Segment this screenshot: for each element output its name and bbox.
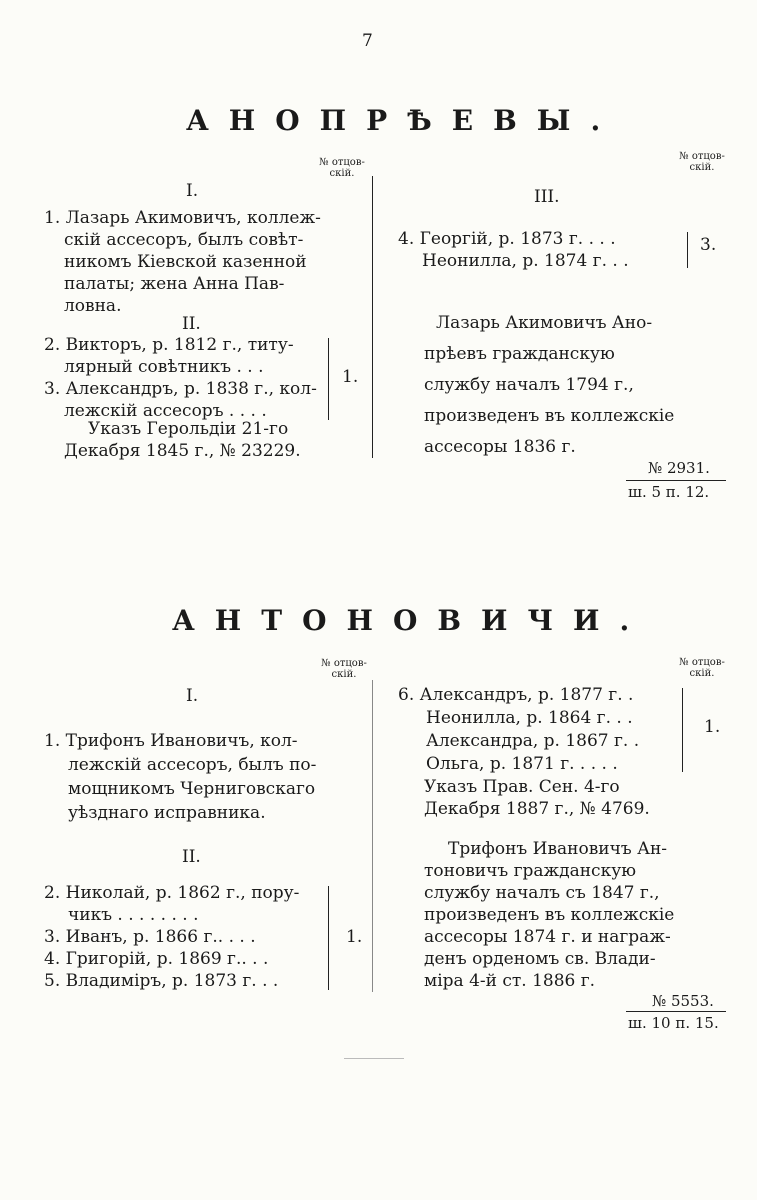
- otcov-header-left: № отцов- скій.: [321, 658, 367, 680]
- archive-number: № 5553.: [652, 992, 714, 1010]
- archive-location: ш. 5 п. 12.: [628, 483, 710, 501]
- roman-numeral: III.: [534, 187, 560, 207]
- children-list: 6. Александръ, р. 1877 г. . Неонилла, р. 1864 г. . . Александра, р. 1867 г. . Ольга, р. 1871 г. . . . .: [398, 685, 640, 774]
- entry-4: 4. Георгій, р. 1873 г. . . . Неонилла, р. 1874 г. . .: [398, 229, 629, 271]
- otcov-header-right: № отцов- скій.: [679, 657, 725, 679]
- entry-1: 1. Трифонъ Ивановичъ, кол- лежскій ассесоръ, былъ по- мощникомъ Черниговскаго уѣзднаго исправника.: [44, 731, 317, 823]
- roman-numeral: II.: [182, 847, 201, 867]
- ukaz-reference: Указъ Герольдіи 21-го Декабря 1845 г., № 23229.: [64, 419, 301, 461]
- otcov-number: 1.: [346, 927, 363, 947]
- entry-1: 1. Лазарь Акимовичъ, коллеж- скій ассесоръ, былъ совѣт- никомъ Кіевской казенной палаты; жена Анна Пав- ловна.: [44, 208, 321, 316]
- column-divider: [372, 680, 373, 992]
- otcov-number: 3.: [700, 235, 717, 255]
- column-divider: [372, 176, 373, 458]
- brace: [322, 886, 329, 990]
- section-title-anopreevy: АНОПРѢЕВЫ.: [186, 104, 621, 137]
- brace: [676, 688, 683, 772]
- section-title-antonovichi: АНТОНОВИЧИ.: [172, 604, 650, 637]
- archive-number: № 2931.: [648, 459, 710, 477]
- page-footer-rule: [344, 1058, 404, 1059]
- otcov-number: 1.: [342, 367, 359, 387]
- roman-numeral: II.: [182, 314, 201, 334]
- otcov-header-right: № отцов- скій.: [679, 151, 725, 173]
- otcov-number: 1.: [704, 717, 721, 737]
- entry-2: 2. Викторъ, р. 1812 г., титу- лярный совѣтникъ . . .: [44, 335, 294, 377]
- roman-numeral: I.: [186, 686, 199, 706]
- brace: [682, 232, 688, 268]
- biography-note: Лазарь Акимовичъ Ано- прѣевъ гражданскую службу началъ 1794 г., произведенъ въ коллежскіе ассесоры 1836 г.: [424, 313, 675, 457]
- archive-location: ш. 10 п. 15.: [628, 1014, 719, 1032]
- page-number: 7: [362, 31, 373, 51]
- brace: [322, 338, 329, 420]
- roman-numeral: I.: [186, 181, 199, 201]
- ukaz-reference: Указъ Прав. Сен. 4-го Декабря 1887 г., № 4769.: [424, 777, 650, 819]
- biography-note: Трифонъ Ивановичъ Ан- тоновичъ гражданскую службу началъ съ 1847 г., произведенъ въ коллежскіе ассесоры 1874 г. и награж- денъ орденомъ св. Влади- міра 4-й ст. 1886 г.: [424, 839, 675, 991]
- otcov-header-left: № отцов- скій.: [319, 157, 365, 179]
- children-list: 2. Николай, р. 1862 г., пору- чикъ . . . . . . . . 3. Иванъ, р. 1866 г.. . . . 4. Григорій, р. 1869 г.. . . 5. Владиміръ, р. 1873 г. . .: [44, 883, 300, 991]
- entry-3: 3. Александръ, р. 1838 г., кол- лежскій ассесоръ . . . .: [44, 379, 317, 421]
